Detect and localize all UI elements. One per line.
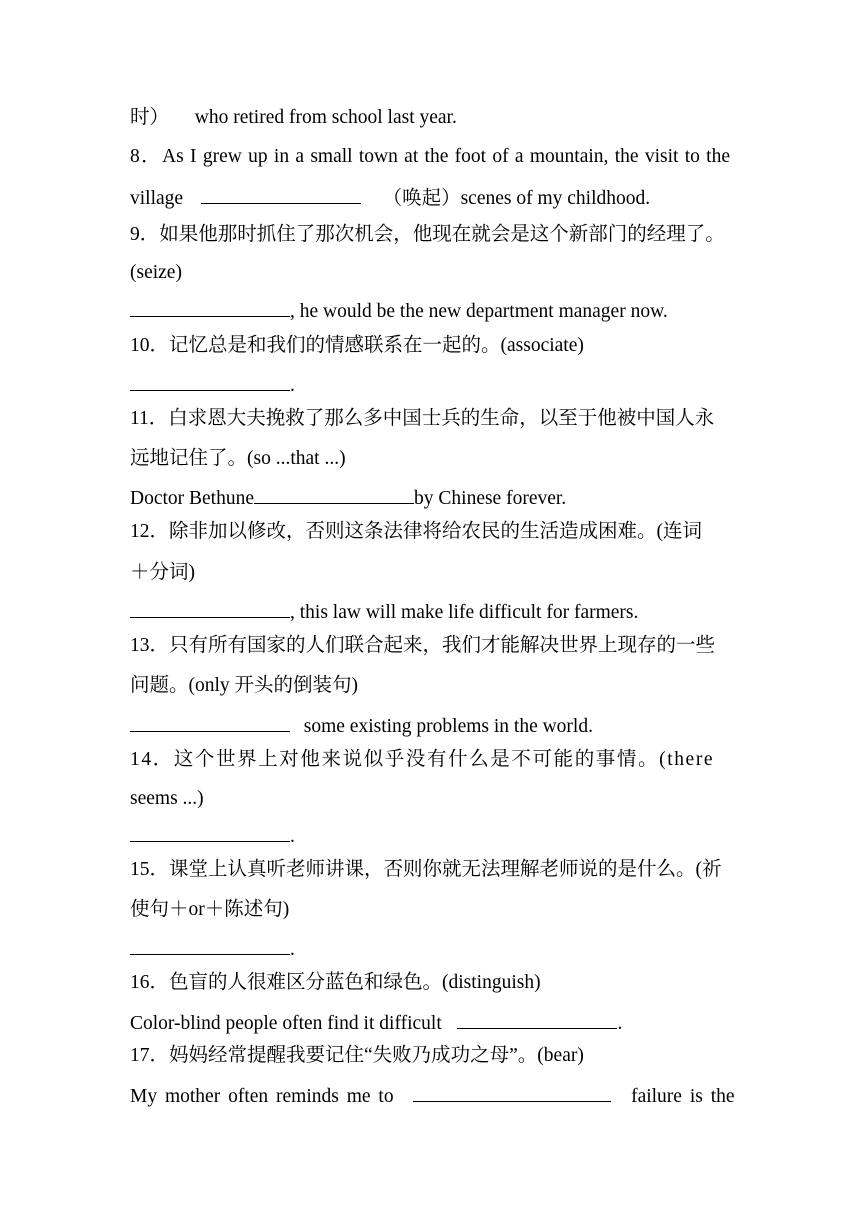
question-13-line-3 [130,712,730,739]
question-16-period: . [617,1013,623,1034]
question-17-line-2 [130,1082,735,1109]
question-11-subject: Doctor Bethune [130,488,255,509]
continuation-text: who retired from school last year. [194,107,457,128]
question-17-tail: failure is the [631,1086,735,1107]
question-13-line-1: 13．只有所有国家的人们联合起来，我们才能解决世界上现存的一些 [130,635,716,656]
question-14-period: . [290,826,295,847]
question-8-line-2 [130,184,730,211]
question-13-line-2: 问题。(only 开头的倒装句) [130,675,359,696]
question-9-line-1: 9．如果他那时抓住了那次机会，他现在就会是这个新部门的经理了。 [130,224,725,245]
question-11-line-2: 远地记住了。(so ...that ...) [130,448,346,469]
question-14-line-1: 14．这个世界上对他来说似乎没有什么是不可能的事情。(there [130,749,715,770]
question-16-line-1: 16．色盲的人很难区分蓝色和绿色。(distinguish) [130,972,541,993]
question-15-period: . [290,939,295,960]
question-12-line-3 [130,598,730,625]
answer-blank-8[interactable] [201,184,361,204]
question-8-line-1: 8．As I grew up in a small town at the foot of a mountain, the visit to the [130,146,730,167]
question-10-line-1: 10．记忆总是和我们的情感联系在一起的。(associate) [130,335,584,356]
answer-blank-13[interactable] [130,712,290,732]
question-16-line-2 [130,1009,730,1036]
question-17-line-1: 17．妈妈经常提醒我要记住“失败乃成功之母”。(bear) [130,1045,584,1066]
question-15-line-3 [130,935,730,962]
question-9-line-3 [130,297,730,324]
question-17-stem: My mother often reminds me to [130,1086,394,1107]
continuation-prefix: 时） [130,107,170,128]
question-11-line-1: 11．白求恩大夫挽救了那么多中国士兵的生命，以至于他被中国人永 [130,408,715,429]
answer-blank-11[interactable] [254,484,414,504]
question-15-line-2: 使句＋or＋陈述句) [130,899,290,920]
question-9-line-2: (seize) [130,262,182,283]
question-9-tail: , he would be the new department manager now. [290,301,668,322]
answer-blank-15[interactable] [130,935,290,955]
question-13-tail: some existing problems in the world. [303,716,593,737]
answer-blank-10[interactable] [130,371,290,391]
continuation-line [130,106,730,130]
question-10-period: . [290,375,295,396]
answer-blank-9[interactable] [130,297,290,317]
answer-blank-17[interactable] [413,1082,611,1102]
question-16-stem: Color-blind people often find it difficult [130,1013,442,1034]
answer-blank-14[interactable] [130,822,290,842]
question-12-line-1: 12．除非加以修改，否则这条法律将给农民的生活造成困难。(连词 [130,521,702,542]
question-12-line-2: ＋分词) [130,562,195,583]
question-15-line-1: 15．课堂上认真听老师讲课，否则你就无法理解老师说的是什么。(祈 [130,859,722,880]
question-11-line-3 [130,484,730,511]
question-8-tail: （唤起）scenes of my childhood. [382,188,651,209]
question-8-village: village [130,188,184,209]
question-14-line-2: seems ...) [130,788,204,809]
question-14-line-3 [130,822,730,849]
question-11-tail: by Chinese forever. [414,488,567,509]
answer-blank-16[interactable] [457,1009,617,1029]
question-10-line-2 [130,371,730,398]
question-12-tail: , this law will make life difficult for farmers. [290,602,639,623]
answer-blank-12[interactable] [130,598,290,618]
